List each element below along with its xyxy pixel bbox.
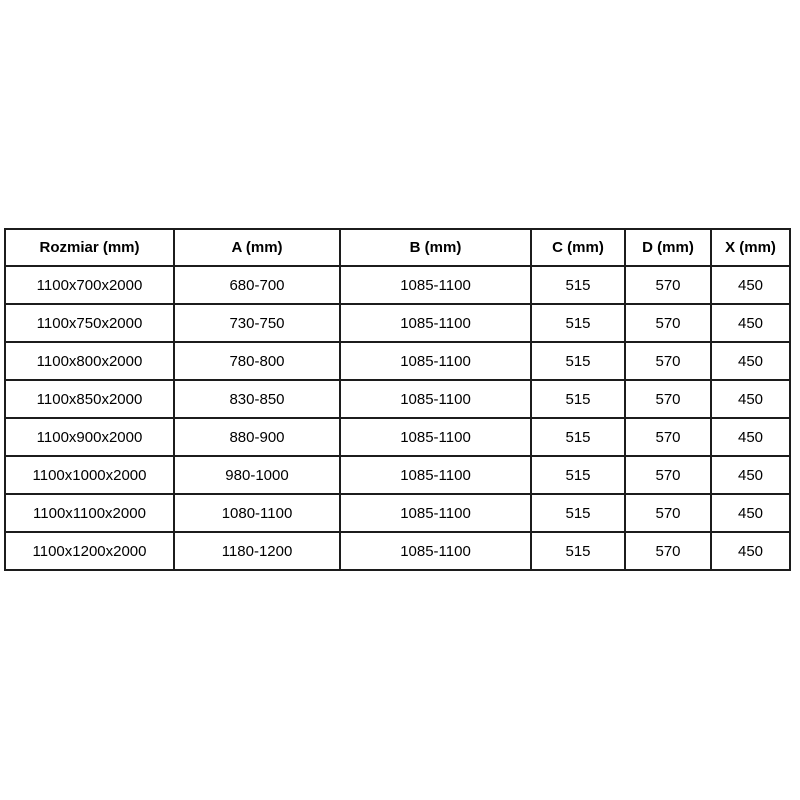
- table-cell: 830-850: [174, 380, 340, 418]
- table-row: [5, 304, 790, 342]
- table-cell: 780-800: [174, 342, 340, 380]
- table-cell: 450: [711, 380, 790, 418]
- table-cell: 515: [531, 380, 625, 418]
- table-cell: 1100x1200x2000: [5, 532, 174, 570]
- table-cell: 570: [625, 418, 711, 456]
- table-cell: 515: [531, 342, 625, 380]
- table-cell: 1085-1100: [340, 532, 531, 570]
- table-cell: 1085-1100: [340, 304, 531, 342]
- table-cell: 515: [531, 494, 625, 532]
- column-header: C (mm): [531, 229, 625, 266]
- table-cell: 570: [625, 380, 711, 418]
- table-row: [5, 532, 790, 570]
- table-cell: 515: [531, 456, 625, 494]
- table-cell: 515: [531, 532, 625, 570]
- table-cell: 515: [531, 304, 625, 342]
- table-body: [5, 266, 790, 570]
- table-cell: 450: [711, 532, 790, 570]
- table-cell: 515: [531, 418, 625, 456]
- table-cell: 570: [625, 456, 711, 494]
- table-cell: 1085-1100: [340, 380, 531, 418]
- column-header: X (mm): [711, 229, 790, 266]
- table-row: [5, 418, 790, 456]
- table-cell: 1085-1100: [340, 266, 531, 304]
- table-cell: 450: [711, 304, 790, 342]
- table-cell: 515: [531, 266, 625, 304]
- table-cell: 1085-1100: [340, 494, 531, 532]
- table-cell: 1100x1000x2000: [5, 456, 174, 494]
- table-cell: 1100x800x2000: [5, 342, 174, 380]
- table-cell: 570: [625, 532, 711, 570]
- table-cell: 1100x900x2000: [5, 418, 174, 456]
- table-cell: 1085-1100: [340, 342, 531, 380]
- table-row: [5, 456, 790, 494]
- column-header: A (mm): [174, 229, 340, 266]
- table-cell: 880-900: [174, 418, 340, 456]
- table-cell: 1080-1100: [174, 494, 340, 532]
- column-header: B (mm): [340, 229, 531, 266]
- table-cell: 1085-1100: [340, 456, 531, 494]
- table-cell: 570: [625, 304, 711, 342]
- table-cell: 570: [625, 266, 711, 304]
- table-cell: 570: [625, 342, 711, 380]
- table-cell: 1100x850x2000: [5, 380, 174, 418]
- size-table: [4, 228, 791, 571]
- table-row: [5, 266, 790, 304]
- table-cell: 1100x700x2000: [5, 266, 174, 304]
- table-cell: 1180-1200: [174, 532, 340, 570]
- table-cell: 450: [711, 418, 790, 456]
- table-cell: 1100x750x2000: [5, 304, 174, 342]
- table-row: [5, 380, 790, 418]
- table-cell: 730-750: [174, 304, 340, 342]
- table-cell: 1100x1100x2000: [5, 494, 174, 532]
- column-header: Rozmiar (mm): [5, 229, 174, 266]
- table-cell: 980-1000: [174, 456, 340, 494]
- table-header: [5, 229, 790, 266]
- table-cell: 680-700: [174, 266, 340, 304]
- table-cell: 450: [711, 494, 790, 532]
- table-cell: 570: [625, 494, 711, 532]
- table-row: [5, 494, 790, 532]
- table-header-row: [5, 229, 790, 266]
- table-row: [5, 342, 790, 380]
- column-header: D (mm): [625, 229, 711, 266]
- size-table-container: [4, 228, 790, 571]
- table-cell: 450: [711, 342, 790, 380]
- table-cell: 1085-1100: [340, 418, 531, 456]
- table-cell: 450: [711, 266, 790, 304]
- table-cell: 450: [711, 456, 790, 494]
